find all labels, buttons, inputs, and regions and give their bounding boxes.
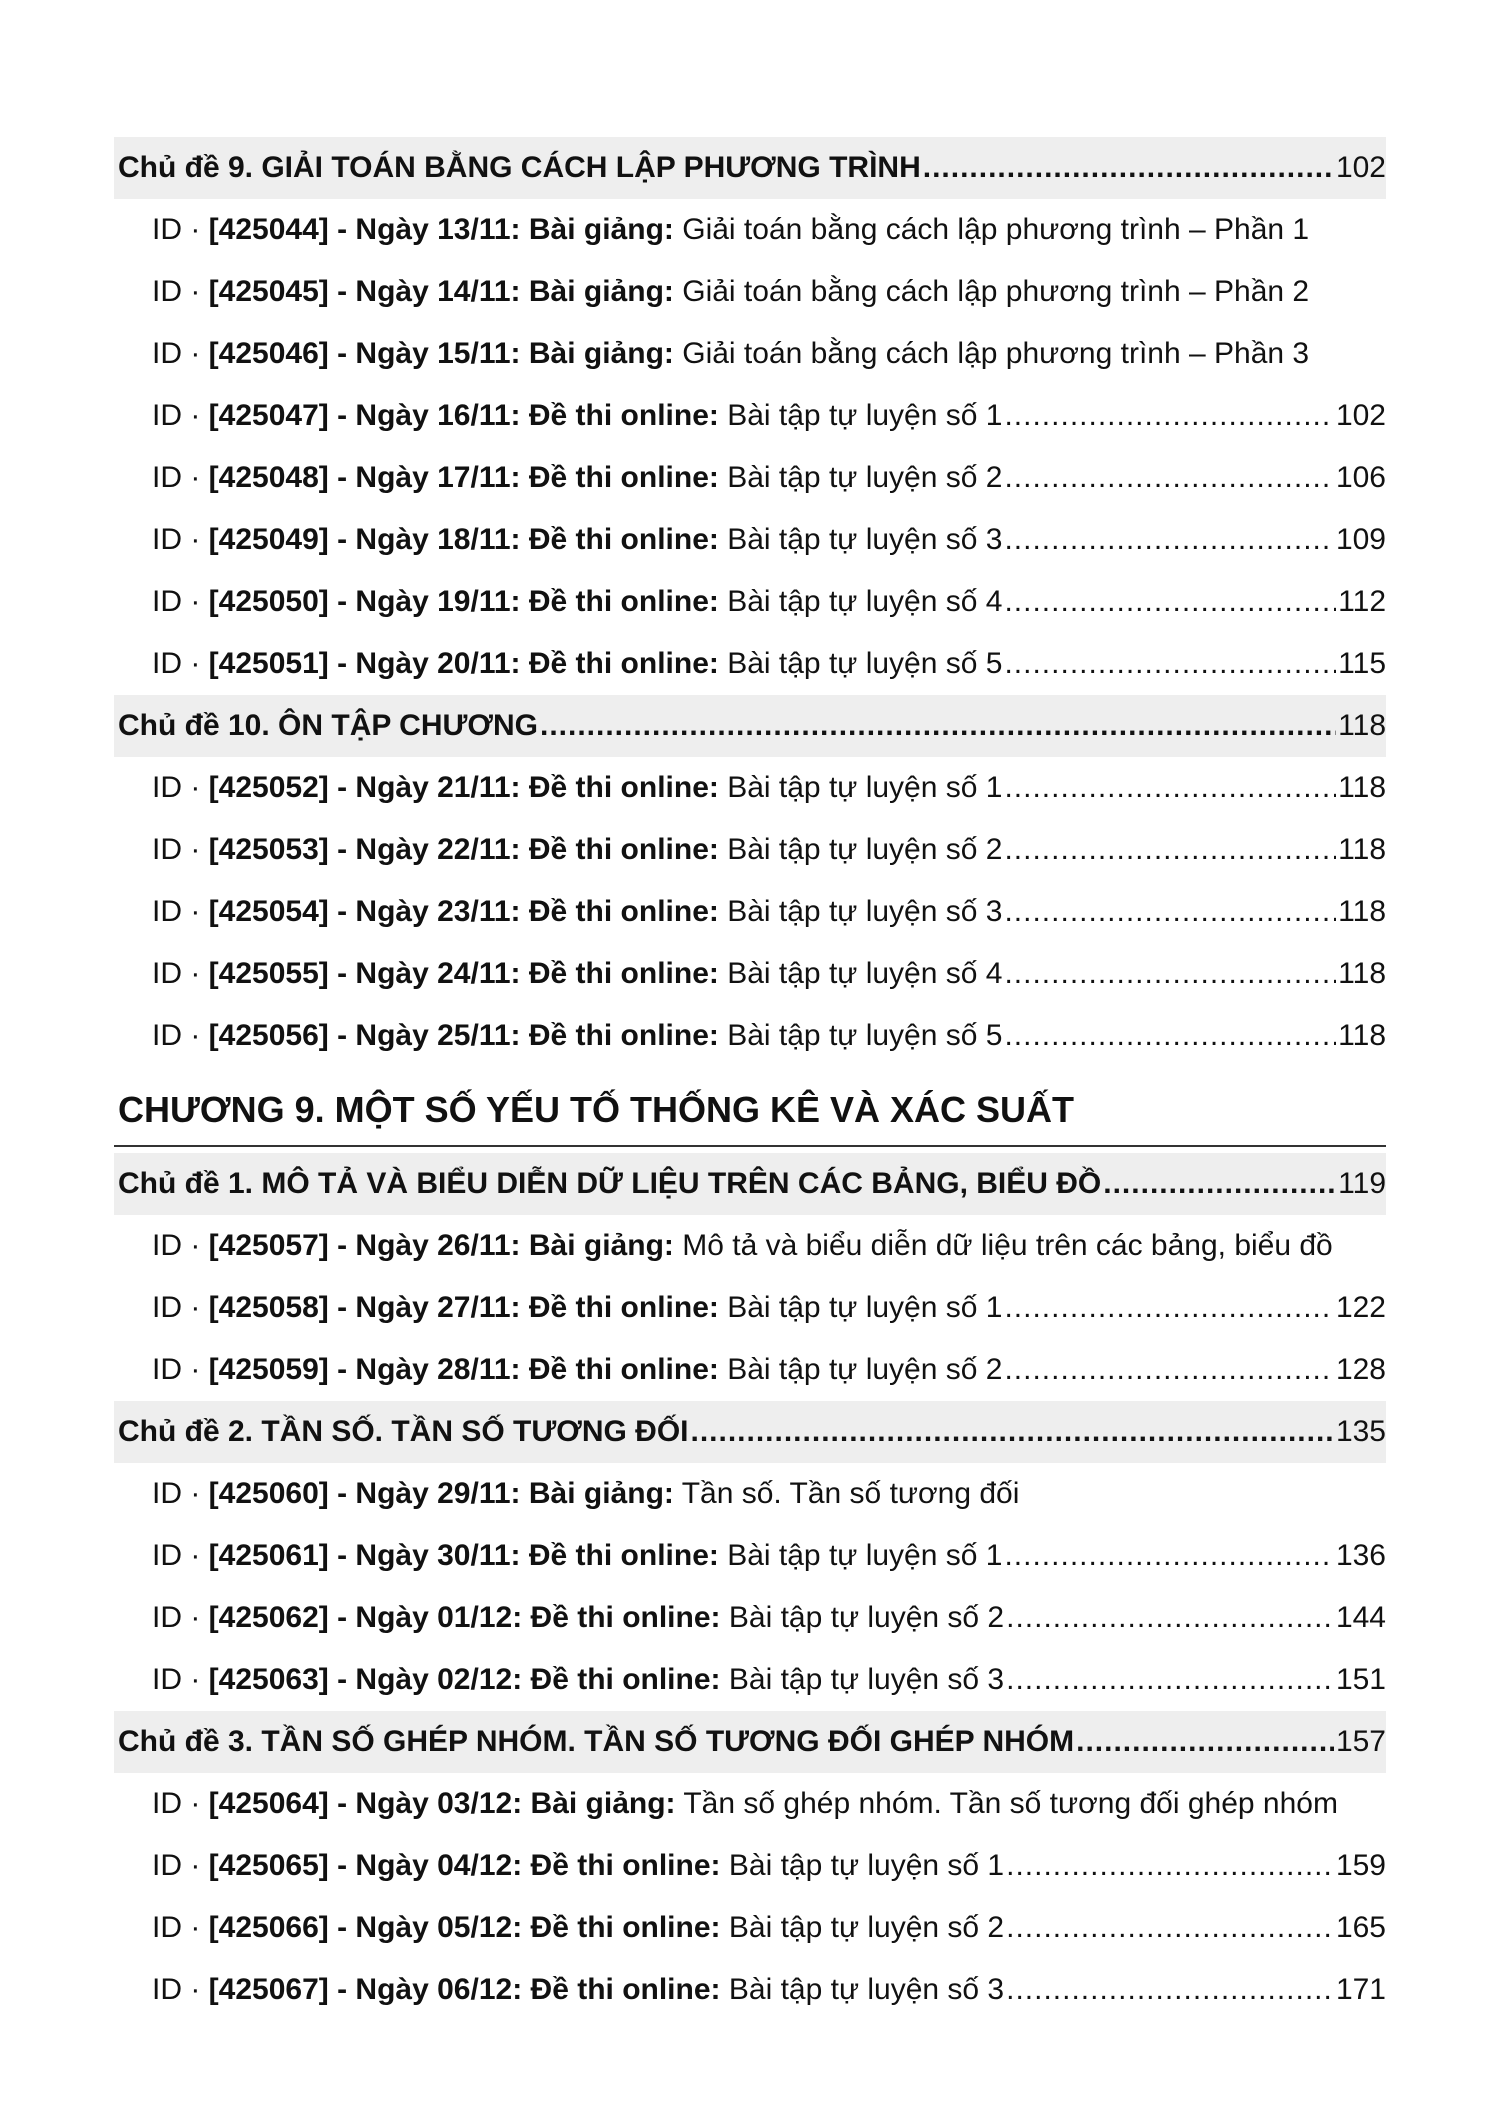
lesson-title-group <box>152 881 1002 943</box>
lesson-id: [425057] - Ngày 26/11: <box>208 1229 521 1262</box>
lesson-title-group <box>152 199 1309 261</box>
dot-leader <box>1004 1339 1333 1401</box>
lesson-id-prefix: ID · <box>152 1911 209 1944</box>
lesson-id: [425062] - Ngày 01/12: <box>208 1601 523 1634</box>
lesson-row[interactable] <box>114 1835 1386 1897</box>
lesson-title: Bài tập tự luyện số 2 <box>727 1353 1003 1386</box>
lesson-title: Giải toán bằng cách lập phương trình – Phần 3 <box>682 337 1310 370</box>
lesson-id: [425048] - Ngày 17/11: <box>208 461 521 494</box>
lesson-id: [425061] - Ngày 30/11: <box>208 1539 521 1572</box>
dot-leader <box>1004 881 1336 943</box>
lesson-row[interactable] <box>114 1215 1386 1277</box>
lesson-id-prefix: ID · <box>152 585 209 618</box>
dot-leader <box>540 695 1336 757</box>
lesson-id-prefix: ID · <box>152 399 209 432</box>
lesson-kind: Đề thi online: <box>528 957 719 990</box>
lesson-id-prefix: ID · <box>152 1663 209 1696</box>
lesson-title: Giải toán bằng cách lập phương trình – Phần 1 <box>682 213 1310 246</box>
lesson-title-group <box>152 1649 1004 1711</box>
lesson-id: [425053] - Ngày 22/11: <box>208 833 521 866</box>
lesson-row[interactable] <box>114 1339 1386 1401</box>
lesson-id: [425065] - Ngày 04/12: <box>208 1849 523 1882</box>
lesson-kind: Đề thi online: <box>530 1849 721 1882</box>
lesson-row[interactable] <box>114 1587 1386 1649</box>
lesson-title: Bài tập tự luyện số 2 <box>728 1601 1005 1634</box>
lesson-id-prefix: ID · <box>152 1353 209 1386</box>
lesson-row[interactable] <box>114 1277 1386 1339</box>
lesson-id-prefix: ID · <box>152 1973 209 2006</box>
lesson-kind: Bài giảng: <box>528 1229 674 1262</box>
lesson-id: [425063] - Ngày 02/12: <box>208 1663 523 1696</box>
lesson-row[interactable] <box>114 1525 1386 1587</box>
lesson-row[interactable] <box>114 757 1386 819</box>
topic-title: Chủ đề 1. MÔ TẢ VÀ BIỂU DIỄN DỮ LIỆU TRÊN CÁC BẢNG, BIỂU ĐỒ <box>118 1167 1102 1200</box>
page-number: 144 <box>1335 1601 1386 1634</box>
lesson-id: [425049] - Ngày 18/11: <box>208 523 521 556</box>
lesson-kind: Đề thi online: <box>528 833 719 866</box>
lesson-title: Bài tập tự luyện số 5 <box>727 1019 1003 1052</box>
page-number: 118 <box>1338 771 1386 804</box>
lesson-kind: Bài giảng: <box>528 1477 674 1510</box>
lesson-title: Tần số ghép nhóm. Tần số tương đối ghép nhóm <box>683 1787 1338 1820</box>
lesson-row[interactable] <box>114 1463 1386 1525</box>
lesson-id: [425050] - Ngày 19/11: <box>208 585 521 618</box>
dot-leader <box>1004 1525 1333 1587</box>
lesson-title-group <box>152 1463 1019 1525</box>
lesson-title-group <box>152 323 1309 385</box>
lesson-id-prefix: ID · <box>152 275 209 308</box>
lesson-title: Bài tập tự luyện số 3 <box>728 1973 1005 2006</box>
lesson-id-prefix: ID · <box>152 1849 209 1882</box>
topic-title: Chủ đề 3. TẦN SỐ GHÉP NHÓM. TẦN SỐ TƯƠNG ĐỐI GHÉP NHÓM <box>118 1725 1075 1758</box>
lesson-row[interactable] <box>114 1005 1386 1067</box>
lesson-id-prefix: ID · <box>152 1539 209 1572</box>
lesson-row[interactable] <box>114 1773 1386 1835</box>
topic-title: Chủ đề 10. ÔN TẬP CHƯƠNG <box>118 709 538 742</box>
lesson-row[interactable] <box>114 1959 1386 2021</box>
dot-leader <box>1103 1153 1336 1215</box>
lesson-kind: Đề thi online: <box>530 1601 721 1634</box>
lesson-kind: Bài giảng: <box>530 1787 676 1820</box>
lesson-row[interactable] <box>114 261 1386 323</box>
lesson-id-prefix: ID · <box>152 337 209 370</box>
lesson-id: [425054] - Ngày 23/11: <box>208 895 521 928</box>
lesson-title-group <box>152 1587 1004 1649</box>
lesson-row[interactable] <box>114 881 1386 943</box>
lesson-id-prefix: ID · <box>152 1787 209 1820</box>
lesson-row[interactable] <box>114 633 1386 695</box>
lesson-title-group <box>152 633 1002 695</box>
lesson-title-group <box>152 943 1002 1005</box>
lesson-id-prefix: ID · <box>152 1019 209 1052</box>
lesson-row[interactable] <box>114 1897 1386 1959</box>
lesson-title: Giải toán bằng cách lập phương trình – Phần 2 <box>682 275 1310 308</box>
lesson-kind: Đề thi online: <box>528 1291 719 1324</box>
page-number: 151 <box>1335 1663 1386 1696</box>
lesson-id: [425052] - Ngày 21/11: <box>208 771 521 804</box>
page-number: 115 <box>1338 647 1386 680</box>
lesson-id: [425064] - Ngày 03/12: <box>208 1787 523 1820</box>
lesson-title: Bài tập tự luyện số 3 <box>728 1663 1005 1696</box>
lesson-title: Bài tập tự luyện số 3 <box>727 523 1003 556</box>
dot-leader <box>1004 757 1336 819</box>
lesson-title-group <box>152 1835 1004 1897</box>
lesson-id: [425059] - Ngày 28/11: <box>208 1353 521 1386</box>
lesson-title: Bài tập tự luyện số 2 <box>728 1911 1005 1944</box>
page-number: 102 <box>1335 151 1386 184</box>
lesson-kind: Đề thi online: <box>528 461 719 494</box>
lesson-title-group <box>152 447 1002 509</box>
lesson-row[interactable] <box>114 819 1386 881</box>
dot-leader <box>1006 1897 1334 1959</box>
lesson-title: Bài tập tự luyện số 1 <box>727 1539 1003 1572</box>
dot-leader <box>1004 633 1336 695</box>
lesson-title: Bài tập tự luyện số 3 <box>727 895 1003 928</box>
lesson-title-group <box>152 1005 1002 1067</box>
topic-title: Chủ đề 2. TẦN SỐ. TẦN SỐ TƯƠNG ĐỐI <box>118 1415 689 1448</box>
lesson-row[interactable] <box>114 323 1386 385</box>
dot-leader <box>1006 1835 1334 1897</box>
lesson-kind: Đề thi online: <box>528 1019 719 1052</box>
lesson-row[interactable] <box>114 385 1386 447</box>
lesson-kind: Đề thi online: <box>528 1353 719 1386</box>
lesson-title: Bài tập tự luyện số 4 <box>727 957 1003 990</box>
topic-title: Chủ đề 9. GIẢI TOÁN BẰNG CÁCH LẬP PHƯƠNG TRÌNH <box>118 151 921 184</box>
lesson-title: Bài tập tự luyện số 1 <box>728 1849 1005 1882</box>
lesson-title: Bài tập tự luyện số 1 <box>727 771 1003 804</box>
lesson-title: Bài tập tự luyện số 1 <box>727 1291 1003 1324</box>
dot-leader <box>1004 385 1333 447</box>
lesson-id-prefix: ID · <box>152 833 209 866</box>
lesson-id: [425045] - Ngày 14/11: <box>208 275 521 308</box>
lesson-title-group <box>152 1959 1004 2021</box>
lesson-id-prefix: ID · <box>152 1601 209 1634</box>
lesson-title: Tần số. Tần số tương đối <box>681 1477 1020 1510</box>
lesson-id-prefix: ID · <box>152 957 209 990</box>
topic-row[interactable] <box>114 1711 1386 1773</box>
lesson-title-group <box>152 261 1309 323</box>
page-number: 109 <box>1335 523 1386 556</box>
page-number: 118 <box>1338 833 1386 866</box>
lesson-id: [425047] - Ngày 16/11: <box>208 399 521 432</box>
lesson-title: Bài tập tự luyện số 2 <box>727 833 1003 866</box>
lesson-title-group <box>152 1773 1338 1835</box>
lesson-kind: Đề thi online: <box>528 771 719 804</box>
lesson-title-group <box>152 819 1002 881</box>
page-number: 118 <box>1338 1019 1386 1052</box>
topic-row[interactable] <box>114 1153 1386 1215</box>
lesson-title-group <box>152 1525 1002 1587</box>
dot-leader <box>1004 509 1333 571</box>
dot-leader <box>1076 1711 1334 1773</box>
dot-leader <box>923 137 1334 199</box>
topic-row[interactable] <box>114 137 1386 199</box>
lesson-title: Bài tập tự luyện số 5 <box>727 647 1003 680</box>
lesson-title-group <box>152 1277 1002 1339</box>
lesson-row[interactable] <box>114 571 1386 633</box>
dot-leader <box>1004 943 1336 1005</box>
lesson-kind: Đề thi online: <box>528 647 719 680</box>
dot-leader <box>1006 1587 1334 1649</box>
lesson-id: [425058] - Ngày 27/11: <box>208 1291 521 1324</box>
page-number: 157 <box>1335 1725 1386 1758</box>
lesson-id-prefix: ID · <box>152 1291 209 1324</box>
topic-row[interactable] <box>114 1401 1386 1463</box>
topic-row[interactable] <box>114 695 1386 757</box>
page-number: 136 <box>1335 1539 1386 1572</box>
lesson-kind: Đề thi online: <box>528 399 719 432</box>
lesson-title-group <box>152 757 1002 819</box>
page-number: 128 <box>1335 1353 1386 1386</box>
dot-leader <box>1004 447 1333 509</box>
lesson-id: [425051] - Ngày 20/11: <box>208 647 521 680</box>
lesson-row[interactable] <box>114 1649 1386 1711</box>
lesson-id-prefix: ID · <box>152 213 209 246</box>
chapter-heading: CHƯƠNG 9. MỘT SỐ YẾU TỐ THỐNG KÊ VÀ XÁC SUẤT <box>114 1067 1386 1147</box>
lesson-row[interactable] <box>114 943 1386 1005</box>
page-number: 106 <box>1335 461 1386 494</box>
lesson-id: [425044] - Ngày 13/11: <box>208 213 521 246</box>
page-number: 118 <box>1338 957 1386 990</box>
lesson-title: Bài tập tự luyện số 4 <box>727 585 1003 618</box>
lesson-title-group <box>152 1215 1333 1277</box>
lesson-kind: Đề thi online: <box>528 585 719 618</box>
lesson-title-group <box>152 509 1002 571</box>
table-of-contents <box>114 137 1386 2021</box>
lesson-title-group <box>152 1339 1002 1401</box>
page-number: 112 <box>1338 585 1386 618</box>
lesson-kind: Bài giảng: <box>528 337 674 370</box>
lesson-id-prefix: ID · <box>152 1229 209 1262</box>
lesson-title-group <box>152 1897 1004 1959</box>
lesson-kind: Bài giảng: <box>528 275 674 308</box>
page-number: 118 <box>1338 895 1386 928</box>
dot-leader <box>691 1401 1334 1463</box>
dot-leader <box>1004 1277 1333 1339</box>
lesson-kind: Đề thi online: <box>528 895 719 928</box>
lesson-id: [425067] - Ngày 06/12: <box>208 1973 523 2006</box>
page-number: 119 <box>1338 1167 1386 1200</box>
page-number: 159 <box>1335 1849 1386 1882</box>
lesson-title: Bài tập tự luyện số 1 <box>727 399 1003 432</box>
lesson-row[interactable] <box>114 199 1386 261</box>
lesson-id: [425046] - Ngày 15/11: <box>208 337 521 370</box>
lesson-id-prefix: ID · <box>152 771 209 804</box>
lesson-kind: Đề thi online: <box>528 1539 719 1572</box>
lesson-title-group <box>152 571 1002 633</box>
lesson-id-prefix: ID · <box>152 1477 209 1510</box>
page-number: 102 <box>1335 399 1386 432</box>
dot-leader <box>1006 1649 1334 1711</box>
page-number: 118 <box>1338 709 1386 742</box>
lesson-kind: Đề thi online: <box>528 523 719 556</box>
page-number: 165 <box>1335 1911 1386 1944</box>
lesson-id-prefix: ID · <box>152 895 209 928</box>
lesson-kind: Bài giảng: <box>528 213 674 246</box>
lesson-id: [425056] - Ngày 25/11: <box>208 1019 521 1052</box>
lesson-id-prefix: ID · <box>152 461 209 494</box>
lesson-row[interactable] <box>114 509 1386 571</box>
dot-leader <box>1004 819 1336 881</box>
page-number: 135 <box>1335 1415 1386 1448</box>
lesson-id-prefix: ID · <box>152 523 209 556</box>
lesson-kind: Đề thi online: <box>530 1911 721 1944</box>
dot-leader <box>1004 1005 1336 1067</box>
page-number: 171 <box>1335 1973 1386 2006</box>
lesson-title-group <box>152 385 1002 447</box>
lesson-title: Mô tả và biểu diễn dữ liệu trên các bảng, biểu đồ <box>682 1229 1333 1262</box>
dot-leader <box>1004 571 1336 633</box>
page-number: 122 <box>1335 1291 1386 1324</box>
lesson-id: [425060] - Ngày 29/11: <box>208 1477 521 1510</box>
lesson-kind: Đề thi online: <box>530 1973 721 2006</box>
lesson-row[interactable] <box>114 447 1386 509</box>
lesson-title: Bài tập tự luyện số 2 <box>727 461 1003 494</box>
lesson-kind: Đề thi online: <box>530 1663 721 1696</box>
lesson-id: [425066] - Ngày 05/12: <box>208 1911 523 1944</box>
dot-leader <box>1006 1959 1334 2021</box>
lesson-id: [425055] - Ngày 24/11: <box>208 957 521 990</box>
lesson-id-prefix: ID · <box>152 647 209 680</box>
